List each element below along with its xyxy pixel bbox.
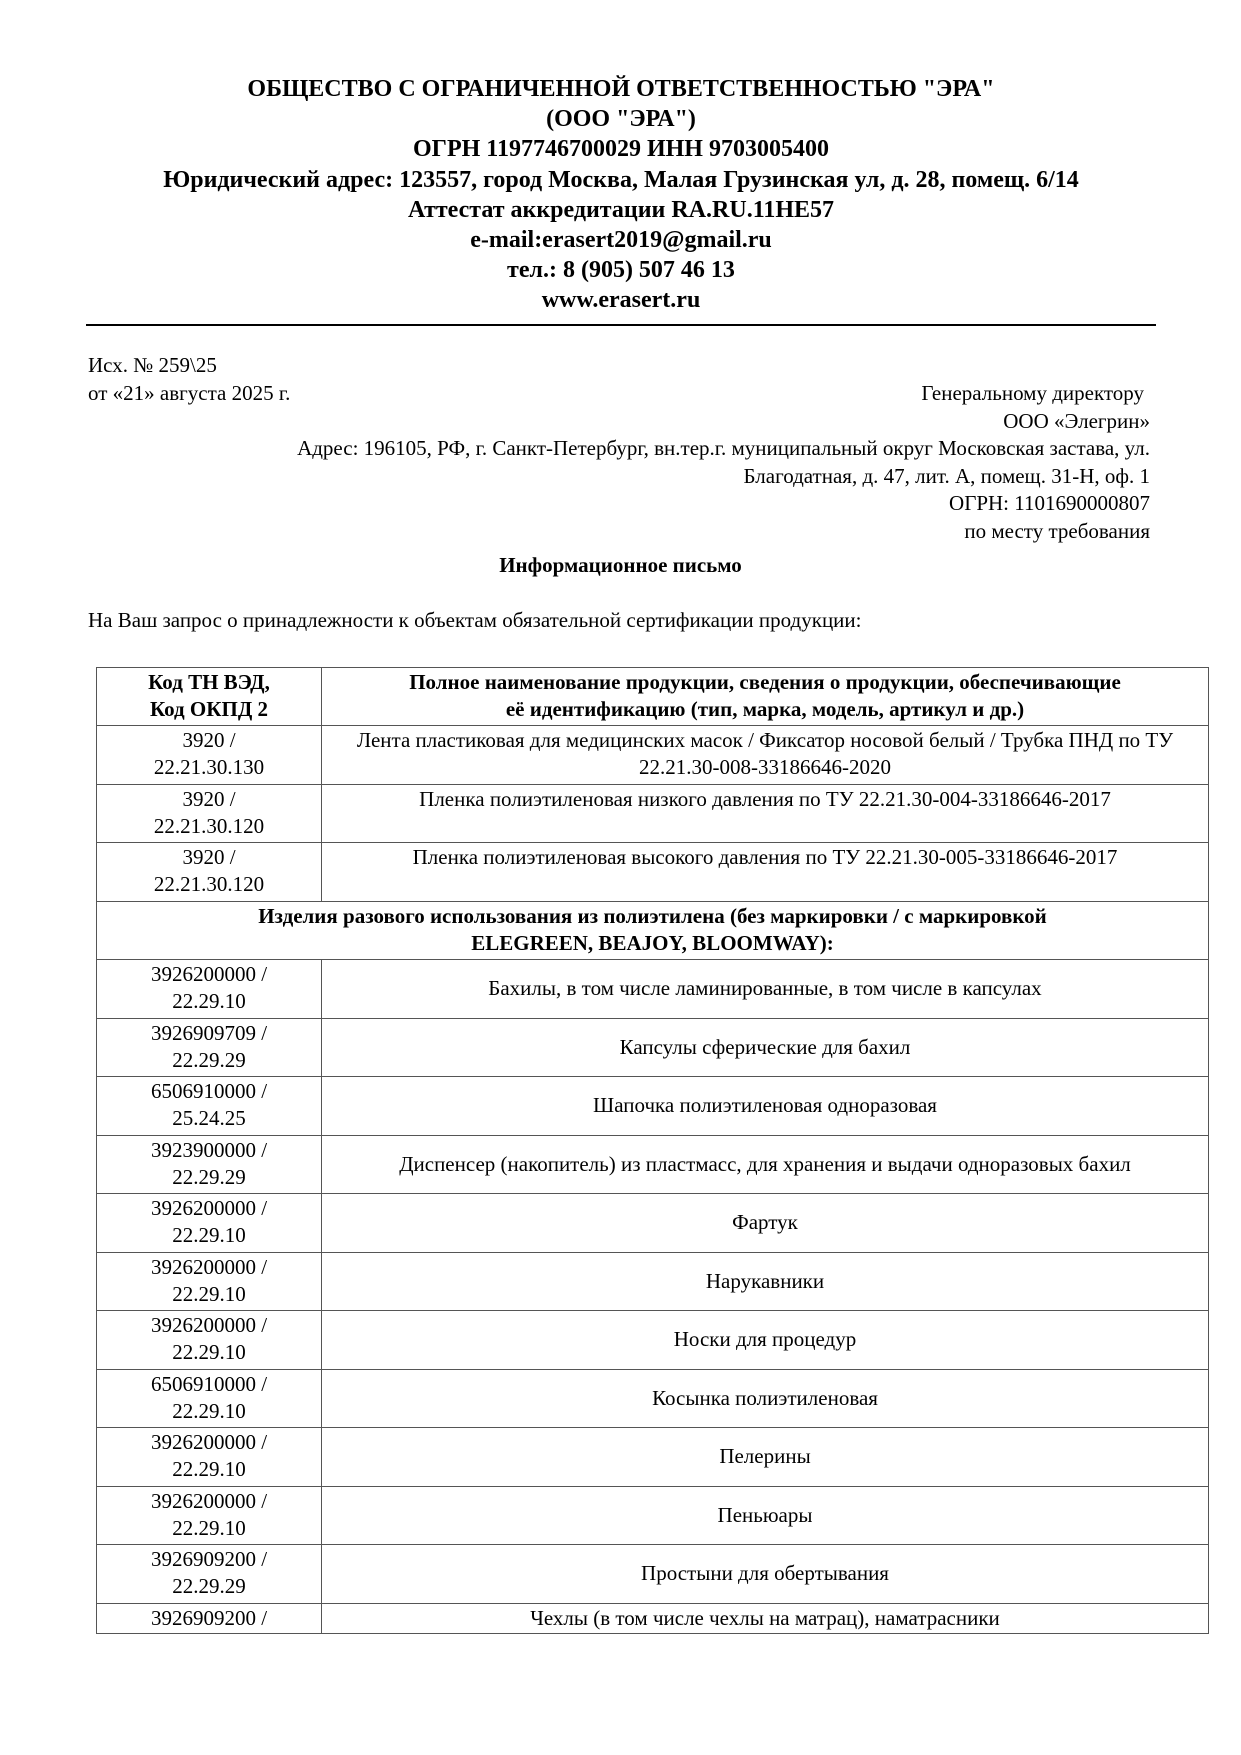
product-name-cell: Шапочка полиэтиленовая одноразовая (322, 1077, 1209, 1136)
table-row (97, 1194, 1209, 1253)
org-short-name: (ООО "ЭРА") (546, 106, 696, 133)
product-name-cell: Чехлы (в том числе чехлы на матрац), наматрасники (322, 1603, 1209, 1633)
products-table (96, 667, 1209, 1634)
table-row (97, 1486, 1209, 1545)
table-row (97, 726, 1209, 785)
table-row (97, 784, 1209, 843)
code-cell: 3926200000 / 22.29.10 (97, 1311, 322, 1370)
product-name-cell: Фартук (322, 1194, 1209, 1253)
table-row (97, 1545, 1209, 1604)
table-row (97, 1311, 1209, 1370)
outgoing-number: Исх. № 259\25 (88, 353, 217, 377)
org-email: e-mail:erasert2019@gmail.ru (470, 227, 772, 254)
addressee-address-line1: Адрес: 196105, РФ, г. Санкт-Петербург, вн.тер.г. муниципальный округ Московская застава, ул. (297, 436, 1150, 460)
outgoing-date: от «21» августа 2025 г. (88, 380, 291, 405)
letterhead-divider (86, 324, 1156, 326)
org-registration: ОГРН 1197746700029 ИНН 9703005400 (413, 136, 829, 163)
document-title: Информационное письмо (499, 553, 742, 577)
table-row (97, 843, 1209, 902)
code-cell: 3920 / 22.21.30.120 (97, 843, 322, 902)
column-header-code: Код ТН ВЭД, Код ОКПД 2 (97, 668, 322, 726)
product-name-cell: Носки для процедур (322, 1311, 1209, 1370)
table-row (97, 1077, 1209, 1136)
product-name-cell: Простыни для обертывания (322, 1545, 1209, 1604)
code-cell: 3926200000 / 22.29.10 (97, 960, 322, 1019)
code-cell: 3920 / 22.21.30.120 (97, 784, 322, 843)
code-cell: 3926200000 / 22.29.10 (97, 1252, 322, 1311)
table-row (97, 1135, 1209, 1194)
code-cell: 6506910000 / 25.24.25 (97, 1077, 322, 1136)
addressee-position: Генеральному директору (921, 381, 1144, 405)
table-row (97, 1369, 1209, 1428)
table-header-row (97, 668, 1209, 726)
addressee-note: по месту требования (964, 518, 1150, 543)
intro-text: На Ваш запрос о принадлежности к объектам обязательной сертификации продукции: (88, 608, 862, 632)
code-cell: 3926200000 / 22.29.10 (97, 1194, 322, 1253)
code-cell: 6506910000 / 22.29.10 (97, 1369, 322, 1428)
outgoing-reference (88, 352, 290, 407)
org-website: www.erasert.ru (541, 287, 701, 314)
product-name-cell: Пленка полиэтиленовая высокого давления по ТУ 22.21.30-005-33186646-2017 (322, 843, 1209, 902)
letterhead (86, 74, 1156, 316)
product-name-cell: Нарукавники (322, 1252, 1209, 1311)
code-cell: 3926909200 / 22.29.29 (97, 1545, 322, 1604)
product-name-cell: Пелерины (322, 1428, 1209, 1487)
org-accreditation: Аттестат аккредитации RA.RU.11НЕ57 (407, 196, 835, 223)
table-section-row (97, 901, 1209, 960)
code-cell: 3920 / 22.21.30.130 (97, 726, 322, 785)
code-cell: 3926200000 / 22.29.10 (97, 1428, 322, 1487)
code-cell: 3926200000 / 22.29.10 (97, 1486, 322, 1545)
addressee-company: ООО «Элегрин» (1003, 408, 1150, 433)
code-cell: 3926909709 / 22.29.29 (97, 1018, 322, 1077)
org-phone: тел.: 8 (905) 507 46 13 (507, 257, 735, 284)
product-name-cell: Пленка полиэтиленовая низкого давления по ТУ 22.21.30-004-33186646-2017 (322, 784, 1209, 843)
org-legal-address: Юридический адрес: 123557, город Москва, Малая Грузинская ул, д. 28, помещ. 6/14 (163, 166, 1079, 193)
code-cell: 3923900000 / 22.29.29 (97, 1135, 322, 1194)
product-name-cell: Лента пластиковая для медицинских масок / Фиксатор носовой белый / Трубка ПНД по ТУ 22.21.30-008-33186646-2020 (322, 726, 1209, 785)
column-header-name: Полное наименование продукции, сведения о продукции, обеспечивающие её идентификацию (тип, марка, модель, артикул и др.) (322, 668, 1209, 726)
product-name-cell: Диспенсер (накопитель) из пластмасс, для хранения и выдачи одноразовых бахил (322, 1135, 1209, 1194)
addressee-ogrn: ОГРН: 1101690000807 (949, 491, 1150, 515)
org-full-name: ОБЩЕСТВО С ОГРАНИЧЕННОЙ ОТВЕТСТВЕННОСТЬЮ "ЭРА" (247, 76, 995, 102)
table-row (97, 1428, 1209, 1487)
addressee-address-line2: Благодатная, д. 47, лит. А, помещ. 31-Н, оф. 1 (743, 463, 1150, 488)
product-name-cell: Пеньюары (322, 1486, 1209, 1545)
table-row (97, 960, 1209, 1019)
table-row (97, 1018, 1209, 1077)
code-cell: 3926909200 / (97, 1603, 322, 1633)
product-name-cell: Капсулы сферические для бахил (322, 1018, 1209, 1077)
product-name-cell: Косынка полиэтиленовая (322, 1369, 1209, 1428)
table-row-partial (97, 1603, 1209, 1633)
product-name-cell: Бахилы, в том числе ламинированные, в том числе в капсулах (322, 960, 1209, 1019)
addressee-block (297, 380, 1150, 545)
table-row (97, 1252, 1209, 1311)
section-heading-cell: Изделия разового использования из полиэтилена (без маркировки / с маркировкой ELEGREEN, BEAJOY, BLOOMWAY): (97, 901, 1209, 960)
